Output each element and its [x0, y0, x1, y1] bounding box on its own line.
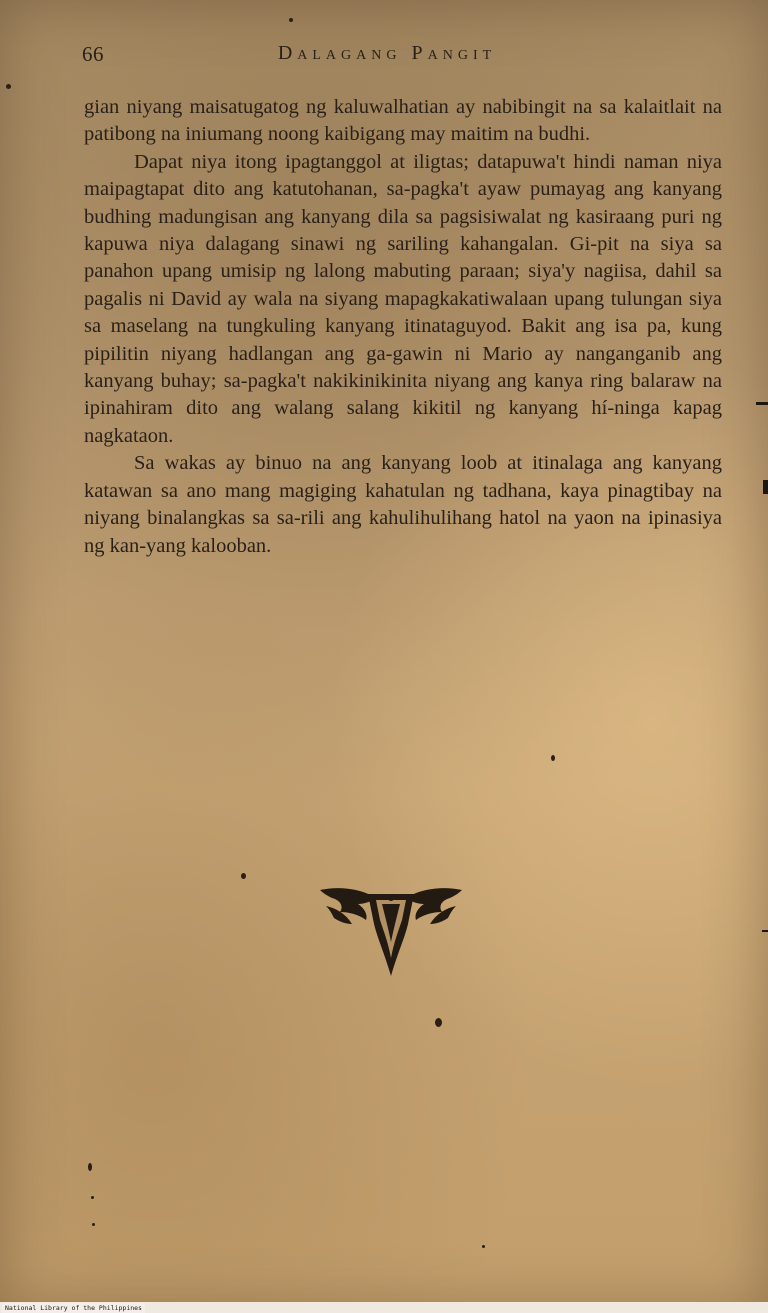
decorative-tailpiece-ornament [318, 884, 464, 980]
ink-speck [551, 755, 555, 761]
ink-speck [88, 1163, 92, 1171]
ink-speck [241, 873, 246, 879]
body-text [84, 94, 722, 560]
paragraph-3: Sa wakas ay binuo na ang kanyang loob at itinalaga ang kanyang katawan sa ano mang magiging kahatulan ng tadhana, kaya pinagtibay na niyang binalangkas sa sa-rili ang kahulihulihang hatol na yaon na ipinasiya ng kan-yang kalooban. [84, 452, 722, 557]
margin-mark [762, 930, 768, 932]
margin-mark [756, 402, 768, 405]
paragraph-2: Dapat niya itong ipagtanggol at iligtas; datapuwa't hindi naman niya maipagtapat dito ang katutohanan, sa-pagka't ayaw pumayag ang kanyang budhing madungisan ang kanyang dila sa pagsisiwalat ng kasiraang puri ng kapuwa niya dalagang sinawi ng sariling kahangalan. Gi-pit na siya sa panahon upang umisip ng lalong mabuting paraan; siya'y nagiisa, dahil sa pagalis ni David ay wala na siyang mapagkakatiwalaan upang tulungan siya sa maselang na tungkuling kanyang itinataguyod. Bakit ang isa pa, kung pipilitin niyang hadlangan ang ga-gawin ni Mario ay nanganganib ang kanyang buhay; sa-pagka't nakikinikinita niyang ang kanya ring balaraw na ipinahiram dito ang walang salang kikitil ng kanyang hí-ninga kapag nagkataon. [84, 150, 722, 447]
ink-speck [289, 18, 293, 22]
scan-credit-label: National Library of the Philippines [2, 1303, 145, 1313]
margin-mark [763, 480, 768, 494]
book-title: Dalagang Pangit [277, 42, 497, 64]
ink-speck [91, 1196, 94, 1199]
ink-speck [435, 1018, 442, 1027]
ink-speck [6, 84, 11, 89]
ink-speck [482, 1245, 485, 1248]
running-head [82, 40, 722, 72]
page-number: 66 [82, 42, 104, 66]
ink-speck [92, 1223, 95, 1226]
paragraph-1: gian niyang maisatugatog ng kaluwalhatian ay nabibingit na sa kalaitlait na patibong na iniumang noong kaibigang may maitim na budhi. [84, 96, 722, 146]
